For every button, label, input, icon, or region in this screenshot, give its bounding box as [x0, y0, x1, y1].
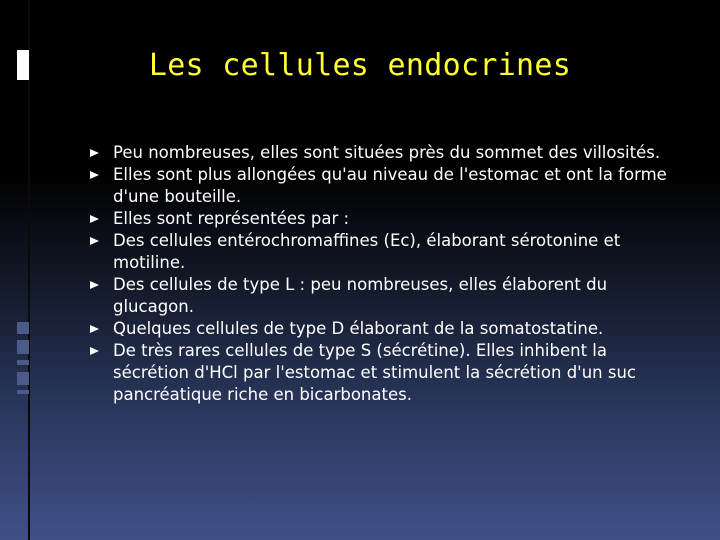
- bullet-item: [90, 340, 680, 406]
- accent-bar: [17, 340, 29, 354]
- bullet-item: [90, 142, 680, 164]
- bullet-arrow-icon: [90, 237, 99, 245]
- bullet-arrow-icon: [90, 281, 99, 289]
- accent-bar: [17, 322, 29, 334]
- bullet-text: Des cellules entérochromaffines (Ec), élaborant sérotonine et motiline.: [113, 231, 621, 272]
- accent-bar: [17, 360, 29, 365]
- bullet-arrow-icon: [90, 347, 99, 355]
- bullet-item: [90, 164, 680, 208]
- bullet-list: [90, 142, 680, 406]
- bullet-item: [90, 230, 680, 274]
- bullet-text: Des cellules de type L : peu nombreuses, elles élaborent du glucagon.: [113, 275, 608, 316]
- accent-bar: [17, 372, 29, 385]
- accent-bar: [17, 390, 29, 394]
- bullet-arrow-icon: [90, 171, 99, 179]
- bullet-text: De très rares cellules de type S (sécrétine). Elles inhibent la sécrétion d'HCl par l'estomac et stimulent la sécrétion d'un suc pancréatique riche en bicarbonates.: [113, 341, 636, 404]
- bullet-text: Peu nombreuses, elles sont situées près du sommet des villosités.: [113, 143, 661, 162]
- bullet-text: Quelques cellules de type D élaborant de la somatostatine.: [113, 319, 604, 338]
- bullet-item: [90, 208, 680, 230]
- bullet-arrow-icon: [90, 325, 99, 333]
- slide-title: Les cellules endocrines: [148, 48, 572, 83]
- bullet-item: [90, 274, 680, 318]
- bullet-arrow-icon: [90, 215, 99, 223]
- bullet-item: [90, 318, 680, 340]
- bullet-arrow-icon: [90, 149, 99, 157]
- bullet-text: Elles sont représentées par :: [113, 209, 350, 228]
- bullet-text: Elles sont plus allongées qu'au niveau de l'estomac et ont la forme d'une bouteille.: [113, 165, 667, 206]
